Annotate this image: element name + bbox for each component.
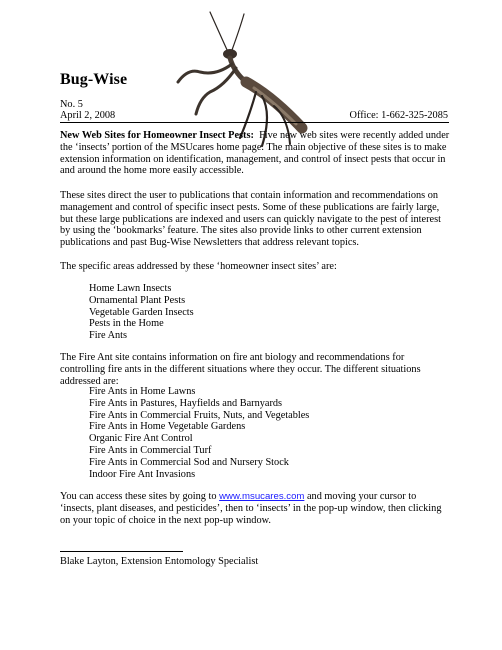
newsletter-title: Bug-Wise [60,71,128,88]
list-item: Fire Ants in Commercial Fruits, Nuts, and Vegetables [89,409,310,421]
fire-ant-paragraph: The Fire Ant site contains information on fire ant biology and recommendations for controlling fire ants in the different situations where they occur. The different situations addressed are: [60,352,421,387]
fire-ant-situations-list [89,386,309,480]
list-item: Fire Ants [89,330,128,342]
sites-intro-paragraph: The specific areas addressed by these ‘homeowner insect sites’ are: [60,261,337,272]
list-item: Fire Ants in Commercial Sod and Nursery Stock [89,456,289,468]
access-text-before: You can access these sites by going to [60,491,220,502]
list-item: Fire Ants in Home Lawns [89,386,196,397]
list-item: Fire Ants in Pastures, Hayfields and Barnyards [89,397,283,409]
list-item: Home Lawn Insects [89,283,172,294]
article-heading: New Web Sites for Homeowner Insect Pests: [60,130,254,141]
list-item: Fire Ants in Commercial Turf [89,444,212,456]
access-text-after: and moving your cursor to ‘insects, plant diseases, and pesticides’, then to ‘insects’ in the pop-up window, then clicking on your topic of choice in the next pop-up window. [60,491,442,526]
author-signature: Blake Layton, Extension Entomology Specialist [60,556,259,567]
list-item: Fire Ants in Home Vegetable Gardens [89,421,246,433]
access-paragraph [60,491,452,526]
praying-mantis-image [170,10,310,148]
signature-line [60,551,183,552]
sites-list [89,283,194,342]
header-divider [60,122,449,123]
list-item: Ornamental Plant Pests [89,294,186,306]
list-item: Indoor Fire Ant Invasions [89,468,196,480]
intro-text: Five new web sites were recently added under the ‘insects’ portion of the MSUcares home page. The main objective of these sites is to make extension information on identification, management, and control of insect pests that occur in and around the home more easily accessible. [60,130,450,177]
msucares-link[interactable]: www.msucares.com [219,491,305,502]
list-item: Vegetable Garden Insects [89,306,194,318]
description-paragraph: These sites direct the user to publications that contain information and recommendations on management and control of specific insect pests. Some of these publications are fairly large, but these large publications are indexed and users can quickly navigate to the pest of interest by using the ‘bookmarks’ feature. The sites also provide links to other current extension publications and past Bug-Wise Newsletters that address relevant topics. [60,190,441,249]
issue-date: April 2, 2008 [60,110,116,121]
office-phone: Office: 1-662-325-2085 [349,110,448,121]
list-item: Pests in the Home [89,318,164,330]
list-item: Organic Fire Ant Control [89,433,193,445]
issue-number: No. 5 [60,99,83,110]
intro-paragraph [60,130,452,177]
